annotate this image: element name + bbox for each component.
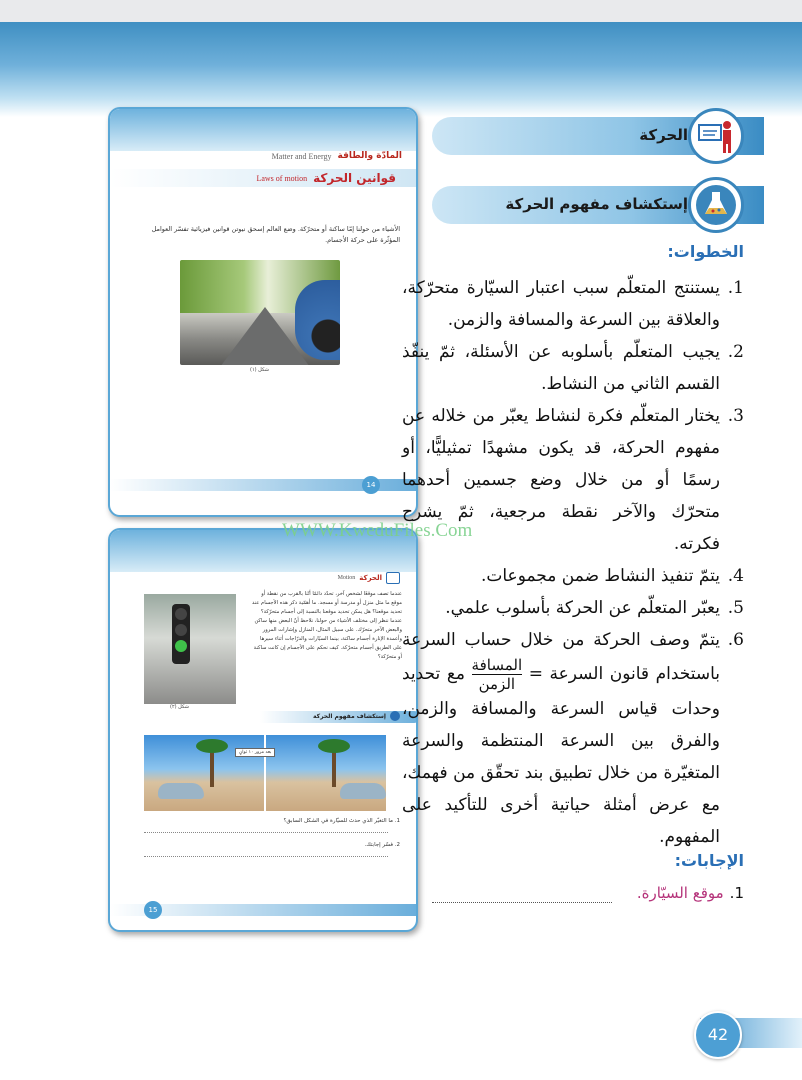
answer-dotted-line: [432, 902, 612, 903]
unit-title-ar: المادّة والطاقة: [337, 151, 402, 161]
teacher-board-icon: [688, 108, 744, 164]
intro-paragraph: الأشياء من حولنا إمّا ساكنة أو متحرّكة. وضع العالم إسحق نيوتن قوانين فيزيائية تفسّر العوامل المؤثّرة على حركة الأجسام.: [151, 225, 400, 244]
step-item: 6. يتمّ وصف الحركة من خلال حساب السرعة باستخدام قانون السرعة = المسافة الزمن مع تحديد وحدات قياس السرعة والمسافة والزمن، والفرق بين السرعة المنتظمة والسرعة المتغيّرة من خلال تطبيق بند تحقّق من فهمك، مع عرض أمثلة حياتية أخرى للتأكيد على المفهوم.: [402, 630, 744, 847]
activity-heading: [313, 711, 400, 721]
page-number: 42: [694, 1011, 742, 1059]
step-item: 1. يستنتج المتعلّم سبب اعتبار السيّارة متحرّكة، والعلاقة بين السرعة والمسافة والزمن.: [402, 278, 744, 330]
flask-icon: [390, 711, 400, 721]
thumbnail-header-band: [110, 109, 416, 151]
figure-caption: شكل (١): [250, 367, 269, 373]
thumbnail-page-number: 14: [362, 476, 380, 494]
question-2: 2. فسّر إجابتك.: [364, 842, 400, 848]
section-title: الحركة: [639, 126, 688, 144]
student-book-page-15-thumbnail: [108, 528, 418, 932]
student-book-page-14-thumbnail: [108, 107, 418, 517]
step-item: 5. يعبّر المتعلّم عن الحركة بأسلوب علمي.: [445, 598, 744, 618]
steps-heading: الخطوات:: [667, 242, 744, 261]
step-item: 3. يختار المتعلّم فكرة لنشاط يعبّر من خلاله عن مفهوم الحركة، قد يكون مشهدًا تمثيليًّا، أو رسمًا أو من خلال وضع جسمين أحدهما متحرّك والآخر نقطة مرجعية، ثمّ يشرح فكرته.: [402, 406, 744, 554]
question-1: 1. ما التغيّر الذي حدث للسيّارة في الشكل السابق؟: [283, 818, 400, 824]
lesson-title-ar: قوانين الحركة: [313, 171, 396, 185]
thumbnail-page-number: 15: [144, 901, 162, 919]
motion-paragraph: عندما تصف موقعًا لشخص آخر، تحدّد دائمًا أنّنا بالقرب من نقطة أو موقع ما مثل منزل أو مدرسة أو مسجد. ما أهمّية ذكر هذه الأجسام عند تحديد موقعنا؟ هل يمكن تحديد موقعنا بالنسبة إلى أجسام متحرّكة؟ عندما ننظر إلى مختلف الأشياء من حولنا، نلاحظ أنّ البعض منها ساكن والبعض الآخر متحرّك. على سبيل المثال، المنازل وإشارات المرور وأعمدة الإنارة أجسام ساكنة، بينما السيّارات والدرّاجات أثناء سيرها على الطريق أجسام متحرّكة. كيف نحكم على الأجسام إن كانت ساكنة أو متحرّكة؟: [251, 591, 402, 660]
figure-caption: شكل (٢): [170, 704, 189, 710]
time-callout: بعد مرور ١٠ ثوانٍ: [235, 748, 275, 757]
answers-heading: الإجابات:: [674, 851, 744, 870]
unit-title: [272, 151, 402, 161]
unit-title-en: Matter and Energy: [271, 151, 332, 161]
moving-car-beach-image: [144, 735, 388, 811]
lesson-title-en: Laws of motion: [256, 173, 308, 183]
answer-value: موقع السيّارة.: [636, 884, 724, 902]
section-heading: [338, 572, 400, 584]
header-band: [0, 22, 802, 117]
step-item: 2. يجيب المتعلّم بأسلوبه عن الأسئلة، ثمّ ينفّذ القسم الثاني من النشاط.: [402, 342, 744, 394]
answer-item: 1. موقع السيّارة.: [636, 884, 744, 902]
activity-title: إستكشاف مفهوم الحركة: [312, 712, 386, 720]
lesson-title: [256, 171, 396, 185]
section-heading-ar: الحركة: [359, 574, 382, 582]
steps-list: [402, 272, 744, 853]
section-title: إستكشاف مفهوم الحركة: [505, 195, 688, 213]
top-bar: [0, 0, 802, 22]
flask-icon: [688, 177, 744, 233]
section-heading-en: Motion: [337, 575, 356, 581]
speed-formula-fraction: المسافة الزمن: [471, 656, 523, 693]
watermark: WWW.KweduFiles.Com: [282, 520, 473, 541]
traffic-light-image: [144, 594, 236, 704]
road-car-image: [180, 260, 340, 365]
step-item: 4. يتمّ تنفيذ النشاط ضمن مجموعات.: [480, 566, 744, 586]
teacher-icon: [386, 572, 400, 584]
